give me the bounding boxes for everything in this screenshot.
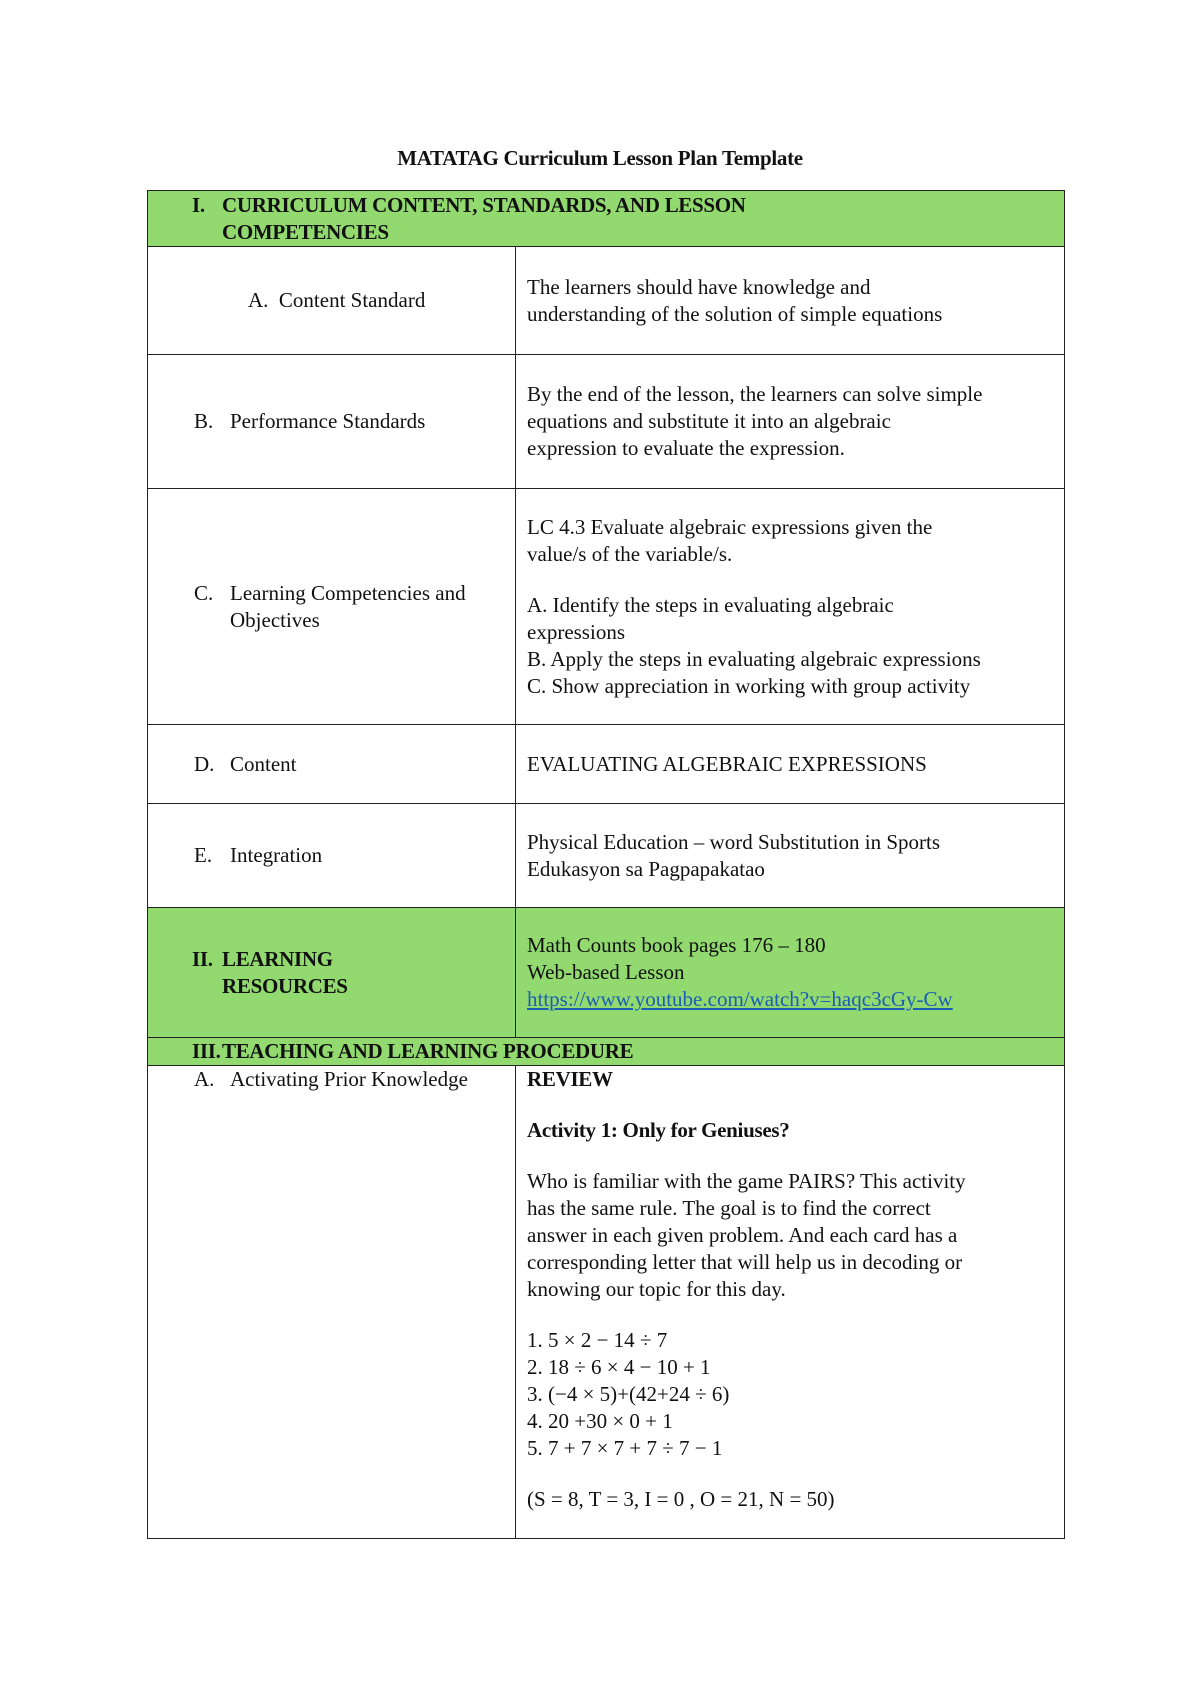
section-2-title-line1: LEARNING xyxy=(222,946,333,971)
row-e-label: Integration xyxy=(230,843,323,867)
row-c-value-2: value/s of the variable/s. xyxy=(527,541,733,566)
row-a-label: Content Standard xyxy=(278,288,426,312)
row-b-value-1: By the end of the lesson, the learners can solve simple xyxy=(527,382,983,406)
row-e-value-1: Physical Education – word Substitution in Sports xyxy=(527,829,940,854)
row-c-value-3: A. Identify the steps in evaluating algebraic xyxy=(527,592,894,617)
row-d-value: EVALUATING ALGEBRAIC EXPRESSIONS xyxy=(527,751,927,776)
row-d-letter: D. xyxy=(194,751,215,776)
row-activating-prior-knowledge xyxy=(148,1066,1065,1539)
section-3-title: TEACHING AND LEARNING PROCEDURE xyxy=(222,1039,634,1063)
resource-web-lesson: Web-based Lesson xyxy=(527,960,685,984)
intro-line-5: knowing our topic for this day. xyxy=(527,1277,786,1301)
row-content-standard xyxy=(148,247,1065,355)
section-3-header xyxy=(148,1038,1065,1066)
problem-3: 3. (−4 × 5)+(42+24 ÷ 6) xyxy=(527,1382,730,1406)
row-c-label-line1: Learning Competencies and xyxy=(230,580,466,605)
row-c-value-6: C. Show appreciation in working with group activity xyxy=(527,673,971,698)
row-a-value-2: understanding of the solution of simple equations xyxy=(527,301,943,326)
row-b-value-2: equations and substitute it into an algebraic xyxy=(527,409,891,433)
lesson-plan-table xyxy=(147,190,1065,1539)
section-2-number: II. xyxy=(192,946,213,971)
answer-key: (S = 8, T = 3, I = 0 , O = 21, N = 50) xyxy=(527,1487,835,1511)
row-b-value-3: expression to evaluate the expression. xyxy=(527,436,845,460)
row-apk-label: Activating Prior Knowledge xyxy=(230,1067,468,1091)
row-d-label: Content xyxy=(230,751,297,776)
activity-title: Activity 1: Only for Geniuses? xyxy=(527,1118,790,1142)
row-c-value-5: B. Apply the steps in evaluating algebraic expressions xyxy=(527,646,981,671)
row-c-label-line2: Objectives xyxy=(230,607,320,632)
intro-line-3: answer in each given problem. And each card has a xyxy=(527,1223,958,1247)
problem-4: 4. 20 +30 × 0 + 1 xyxy=(527,1409,673,1433)
row-a-value-1: The learners should have knowledge and xyxy=(527,274,871,299)
row-learning-competencies xyxy=(148,489,1065,725)
row-apk-letter: A. xyxy=(194,1067,215,1091)
youtube-link[interactable]: https://www.youtube.com/watch?v=haqc3cGy-Cw xyxy=(527,987,953,1011)
row-c-value-4: expressions xyxy=(527,619,625,644)
section-2-title-line2: RESOURCES xyxy=(222,973,348,998)
row-content xyxy=(148,725,1065,804)
problem-5: 5. 7 + 7 × 7 + 7 ÷ 7 − 1 xyxy=(527,1436,723,1460)
intro-line-4: corresponding letter that will help us in decoding or xyxy=(527,1250,963,1274)
row-e-value-2: Edukasyon sa Pagpapakatao xyxy=(527,856,765,881)
row-c-letter: C. xyxy=(194,580,214,605)
problem-1: 1. 5 × 2 − 14 ÷ 7 xyxy=(527,1328,668,1352)
section-2-learning-resources xyxy=(148,908,1065,1038)
row-b-label: Performance Standards xyxy=(230,409,426,433)
section-1-header xyxy=(148,191,1065,247)
intro-line-1: Who is familiar with the game PAIRS? This activity xyxy=(527,1169,966,1193)
row-a-letter: A. xyxy=(248,288,269,312)
problem-2: 2. 18 ÷ 6 × 4 − 10 + 1 xyxy=(527,1355,711,1379)
row-integration xyxy=(148,804,1065,908)
row-b-letter: B. xyxy=(194,409,214,433)
review-heading: REVIEW xyxy=(527,1067,613,1091)
row-e-letter: E. xyxy=(194,843,213,867)
section-1-title-line2: COMPETENCIES xyxy=(222,219,389,244)
resource-book: Math Counts book pages 176 – 180 xyxy=(527,933,826,957)
section-1-title-line1: CURRICULUM CONTENT, STANDARDS, AND LESSON xyxy=(222,192,746,217)
row-performance-standards xyxy=(148,355,1065,489)
section-3-number: III. xyxy=(192,1039,221,1063)
section-1-number: I. xyxy=(192,192,205,217)
document-title: MATATAG Curriculum Lesson Plan Template xyxy=(397,146,803,170)
row-c-value-1: LC 4.3 Evaluate algebraic expressions given the xyxy=(527,514,933,539)
intro-line-2: has the same rule. The goal is to find the correct xyxy=(527,1196,931,1220)
